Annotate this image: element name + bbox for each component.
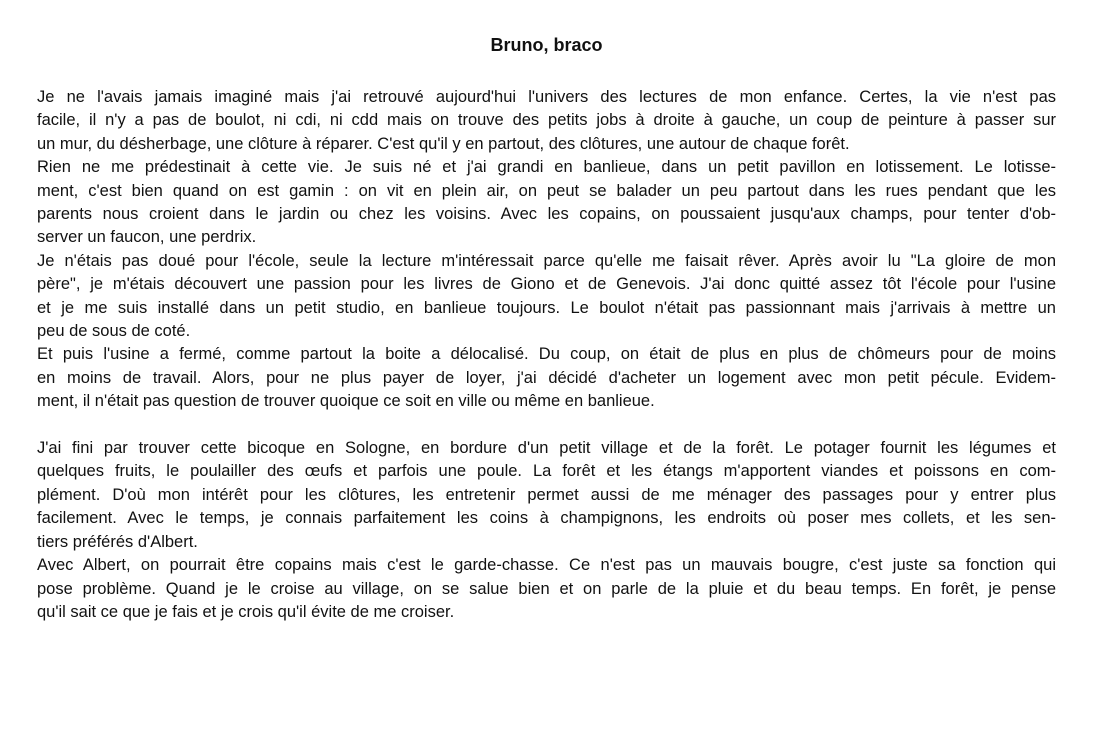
text-line: tiers préférés d'Albert. — [37, 532, 198, 551]
text-line: qu'il sait ce que je fais et je crois qu'il évite de me croiser. — [37, 602, 455, 621]
paragraph-spacer — [37, 414, 1056, 437]
text-line: un mur, du désherbage, une clôture à réparer. C'est qu'il y en partout, des clôtures, une autour de chaque forêt. — [37, 134, 850, 153]
paragraph — [37, 437, 1056, 554]
text-line: en moins de travail. Alors, pour ne plus payer de loyer, j'ai décidé d'acheter un logement avec mon petit pécule. Evidem- — [37, 368, 1056, 387]
document-title: Bruno, braco — [490, 35, 603, 55]
paragraph — [37, 343, 1056, 413]
paragraph — [37, 250, 1056, 344]
text-line: facile, il n'y a pas de boulot, ni cdi, ni cdd mais on trouve des petits jobs à droite à gauche, un coup de peinture à passer sur — [37, 111, 1056, 130]
text-line: pose problème. Quand je le croise au village, on se salue bien et on parle de la pluie et du beau temps. En forêt, je pense — [37, 579, 1056, 598]
text-line: et je me suis installé dans un petit studio, en banlieue toujours. Le boulot n'était pas passionnant mais j'arrivais à mettre un — [37, 298, 1056, 317]
document-body — [37, 86, 1056, 624]
text-line: Je n'étais pas doué pour l'école, seule la lecture m'intéressait parce qu'elle me faisait rêver. Après avoir lu "La gloire de mon — [37, 251, 1056, 270]
paragraph — [37, 86, 1056, 156]
text-line: parents nous croient dans le jardin ou chez les voisins. Avec les copains, on poussaient jusqu'aux champs, pour tenter d'ob- — [37, 205, 1056, 224]
text-line: quelques fruits, le poulailler des œufs et parfois une poule. La forêt et les étangs m'apportent viandes et poissons en com- — [37, 462, 1056, 481]
text-line: père", je m'étais découvert une passion pour les livres de Giono et de Genevois. J'ai donc quitté assez tôt l'école pour l'usine — [37, 275, 1056, 294]
text-line: J'ai fini par trouver cette bicoque en Sologne, en bordure d'un petit village et de la forêt. Le potager fournit les légumes et — [37, 439, 1056, 458]
paragraph — [37, 554, 1056, 624]
paragraph — [37, 156, 1056, 250]
text-line: Et puis l'usine a fermé, comme partout la boite a délocalisé. Du coup, on était de plus en plus de chômeurs pour de moins — [37, 345, 1056, 364]
text-line: Avec Albert, on pourrait être copains mais c'est le garde-chasse. Ce n'est pas un mauvais bougre, c'est juste sa fonction qui — [37, 556, 1056, 575]
text-line: plément. D'où mon intérêt pour les clôtures, les entretenir permet aussi de me ménager des passages pour y entrer plus — [37, 485, 1056, 504]
text-line: peu de sous de coté. — [37, 322, 191, 341]
text-line: ment, c'est bien quand on est gamin : on vit en plein air, on peut se balader un peu partout dans les rues pendant que les — [37, 181, 1056, 200]
document-page — [37, 34, 1056, 624]
text-line: ment, il n'était pas question de trouver quoique ce soit en ville ou même en banlieue. — [37, 392, 655, 411]
text-line: Je ne l'avais jamais imaginé mais j'ai retrouvé aujourd'hui l'univers des lectures de mon enfance. Certes, la vie n'est pas — [37, 88, 1056, 106]
text-line: server un faucon, une perdrix. — [37, 228, 257, 247]
text-line: Rien ne me prédestinait à cette vie. Je suis né et j'ai grandi en banlieue, dans un petit pavillon en lotissement. Le lotisse- — [37, 158, 1056, 177]
text-line: facilement. Avec le temps, je connais parfaitement les coins à champignons, les endroits où poser mes collets, et les sen- — [37, 509, 1056, 528]
